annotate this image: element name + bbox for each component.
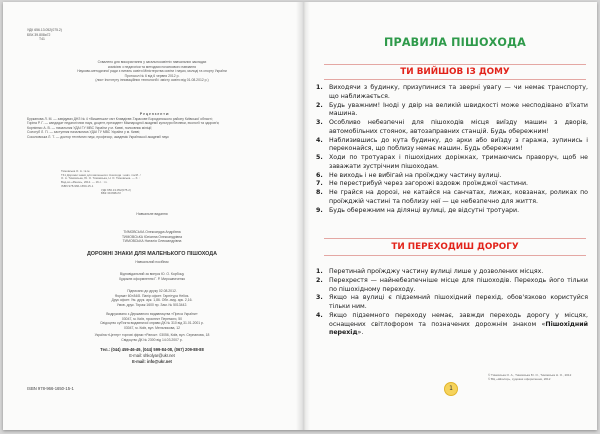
rule-text: Не перестрибуй через загорожі вздовж проїжджої частини. — [329, 180, 529, 188]
publisher-line: 03047, м. Київ, вул. Мельникова, 12 — [123, 325, 181, 330]
credits-block — [3, 272, 301, 281]
rule-item — [316, 84, 588, 102]
rule-number: 2. — [316, 101, 323, 109]
imprint-page — [3, 2, 301, 430]
reviewer-line: Бурканова Л. М. — завідувач ДНЗ № 4 «Вишенька» смт Клавдієве-Тарасове Бородянського району Київської області; — [27, 116, 213, 121]
rule-item — [316, 277, 588, 295]
book-spread — [3, 2, 597, 430]
rule-item — [316, 119, 588, 137]
reviewers-heading: Р е ц е н з е н т и: — [139, 112, 170, 116]
rule-text: Якщо на вулиці є підземний пішохідний перехід, обов'язково користуйся тільки ним. — [329, 294, 588, 310]
catalog-card — [61, 169, 141, 196]
email-line: E-mail: info@ukr.net — [132, 359, 172, 364]
rule-item — [316, 180, 588, 189]
rule-number: 7. — [316, 180, 323, 188]
reviewer-line: Соколовська Л. Т. — доктор технічних наук, професор, академік Української академії наук — [27, 134, 169, 139]
publisher-block — [3, 312, 301, 330]
section-divider — [324, 238, 586, 239]
approval-block — [3, 60, 301, 83]
reviewer-line: Корнієнко А. В. — начальник УДАІ ГУ МВС України у м. Києві, полковник міліції; — [27, 125, 153, 130]
page-number-badge: 1 — [444, 382, 458, 396]
printing-block — [3, 289, 301, 307]
rule-item — [316, 172, 588, 181]
rule-number: 4. — [316, 311, 323, 319]
edition-type: Навчальне видання — [136, 212, 168, 216]
rule-text: Перехрестя — найнебезпечніше місце для пішоходів. Переходь його тільки по пішохідному переходу. — [329, 276, 588, 293]
catalog-line: ISBN 978-966-1650-15-1 — [61, 183, 94, 188]
publisher2-block — [3, 333, 301, 342]
author-line: ТИМОВСЬКА Юліанна Олександрівна — [121, 234, 183, 239]
section-divider — [324, 255, 586, 256]
copyright-line: © ВЦ «Школяр», художнє оформлення, 2012 — [488, 376, 551, 381]
approval-line: Протокол № 6 від 6 червня 2012 р. — [124, 73, 180, 78]
rule-item — [316, 312, 588, 338]
rule-item — [316, 154, 588, 172]
credit-line: Відповідальний за випуск Ю. О. Корбоцу — [119, 272, 185, 276]
approval-line: (лист Інституту інноваційних технологій і змісту освіти від 01.08.2012 р.) — [95, 78, 209, 83]
authors-block — [3, 230, 301, 244]
rule-text: Будь обережним на ділянці вулиці, де відсутні тротуари. — [329, 206, 520, 214]
rules-list-crossing — [316, 268, 588, 338]
rule-text: Виходячи з будинку, призупинися та звернi увагу — чи немає транспорту, що наближається. — [329, 84, 588, 100]
publisher-line: 03047, м. Київ, проспект Перемоги, 50 — [121, 316, 183, 321]
edition-block — [3, 212, 301, 217]
publisher-line: Україна «Центр» торгові фірми «Ранок». 03056, Київ, вул. Серпанова, 18 — [94, 333, 210, 337]
rule-item — [316, 294, 588, 312]
rule-text: Якщо підземного переходу немає, завжди переходь дорогу у місцях, оснащених світлофором та позначених дорожнім знаком « — [329, 311, 588, 328]
rule-number: 9. — [316, 206, 323, 214]
author-line: ТИМОВСЬКА Наталія Олександрівна — [122, 239, 182, 244]
section-heading-crossing: ТИ ПЕРЕХОДИШ ДОРОГУ — [391, 242, 519, 252]
rule-number: 1. — [316, 84, 323, 91]
rule-number: 4. — [316, 136, 323, 144]
email-line: E-mail: shkolyar@ukr.net — [129, 353, 175, 358]
rule-text: ». — [357, 329, 364, 337]
catalog-line: УДК 656.13.052(075.2) — [101, 187, 131, 192]
rule-number: 6. — [316, 171, 323, 179]
catalog-line: Вид-во «Ранок», 2012. — 16 с. : іл. — [61, 180, 108, 185]
book-subtitle: Навчальний посібник — [135, 260, 169, 264]
rules-list-home — [316, 84, 588, 215]
rule-text: Не виходь і не вибігай на проїжджу частину вулиці. — [329, 171, 502, 179]
book-title: ДОРОЖНІ ЗНАКИ ДЛЯ МАЛЕНЬКОГО ПІШОХОДА — [86, 251, 218, 257]
rule-text: Будь уважним! Іноді у двір на великій швидкості може несподівано в'їхати машина. — [329, 101, 588, 118]
printing-line: Формат 60×84/8. Папір офсет. Гарнітура Helios. — [114, 293, 190, 298]
reviewer-line: Горіна Р. Г. — кандидат педагогічних наук, доцент, президент Міжнародної академії культури безпеки, екології та здоров'я; — [27, 121, 220, 126]
rule-text: Не грайся на дорозі, не катайся на санчатах, лижах, ковзанах, роликах по проїжджій частині та поблизу неї — це небезпечно для життя. — [329, 189, 588, 205]
rule-item — [316, 102, 588, 120]
section-divider — [324, 79, 586, 80]
rule-item — [316, 268, 588, 277]
publisher-line: Видруковано з Державного видавництва «Преса України» — [106, 312, 198, 316]
rule-item — [316, 207, 588, 216]
catalog-line: Т41 Дорожні знаки для маленького пішохода : навч. посіб. / — [61, 172, 141, 177]
page-title: ПРАВИЛА ПІШОХОДА — [384, 36, 526, 49]
catalog-line: Тимовська О. А. та ін. — [61, 169, 91, 173]
rule-item — [316, 189, 588, 207]
printing-line: Умов. друк. Тираж 1600 пр. Зам. № 5013442. — [116, 302, 188, 307]
index-line: Т41 — [39, 37, 45, 42]
publisher-line: Свідоцтво ДК № 2300 від 14.03.2007 р. — [121, 337, 183, 342]
rule-text-emphasis: Пішохідний перехід — [329, 320, 588, 337]
rules-page — [306, 2, 597, 430]
rule-number: 2. — [316, 276, 323, 284]
rule-text: Ходи по тротуарах і пішохідних доріжках, тримаючись праворуч, щоб не заважати зустрічним пішоходам. — [329, 154, 588, 170]
rule-text: Перетинай проїжджу частину вулиці лише у дозволених місцях. — [329, 268, 544, 275]
udc-line: УДК 656.13.052(075.2) — [27, 28, 62, 32]
approval-line: Схвалено для використання у загальноосвітніх навчальних закладах — [97, 60, 207, 64]
printing-line: Підписано до друку 02.08.2012. — [127, 289, 177, 293]
printing-line: Друк офсет. Ум. друк. арк. 1,86. Обл.-вид. арк. 2,16. — [111, 298, 193, 303]
catalog-line: О. А. Тимовська, Ю. О. Тимовська, Н. О. Тимовська. — Х. : — [61, 176, 140, 181]
reviewer-line: Сологуб Л. П. — заступник начальника УДАІ ГУ МВС України у м. Києві; — [27, 130, 141, 135]
udc-block — [27, 28, 62, 42]
isbn-line: ISBN 978-966-1650-15-1 — [27, 386, 74, 391]
rule-number: 3. — [316, 294, 323, 302]
rule-number: 1. — [316, 268, 323, 275]
rule-text: Наблизившись до кута будинку, до арки або виїзду з гаража, зупинись і переконайся, що поблизу немає машин. Будь обережним! — [329, 136, 588, 153]
rule-number: 5. — [316, 154, 323, 161]
author-line: ТИМОВСЬКА Олександра Андріївна — [123, 230, 181, 234]
publisher-line: Свідоцтво суб'єкта видавничої справи ДК № 310 від 31.01.2001 р. — [100, 321, 204, 326]
credit-line: Художнє оформлення Г. Р. Мирошниченко — [118, 276, 186, 281]
section-heading-home: ТИ ВИЙШОВ ІЗ ДОМУ — [400, 67, 510, 77]
rule-number: 8. — [316, 189, 323, 196]
catalog-line: ББК 39.808я72 — [101, 191, 121, 196]
copyright-line: © Тимовська О. А., Тимовська Ю. О., Тимовська Н. О., 2012 — [488, 373, 572, 377]
approval-line: комісією з педагогіки та методики початкового навчання — [108, 64, 196, 69]
rule-item — [316, 137, 588, 155]
telephone-line: Тел.: (044) 459-46-49, (044) 599-84-08, (067) 209-88-88 — [100, 347, 204, 352]
rule-text: Особливо небезпечні для пішоходів місця виїзду машин з дворів, автомобільних стоянок, автозаправних станцій. Будь обережним! — [329, 119, 588, 135]
bbk-line: ББК 39.808я72 — [27, 32, 51, 37]
section-divider — [324, 64, 586, 65]
book-subtitle-block — [3, 260, 301, 265]
rule-number: 3. — [316, 119, 323, 126]
copyright-block — [488, 374, 571, 382]
approval-line: Науково-методичної ради з питань освіти Міністерства освіти і науки, молоді та спорту України — [77, 69, 227, 74]
reviewers-block — [27, 112, 282, 140]
